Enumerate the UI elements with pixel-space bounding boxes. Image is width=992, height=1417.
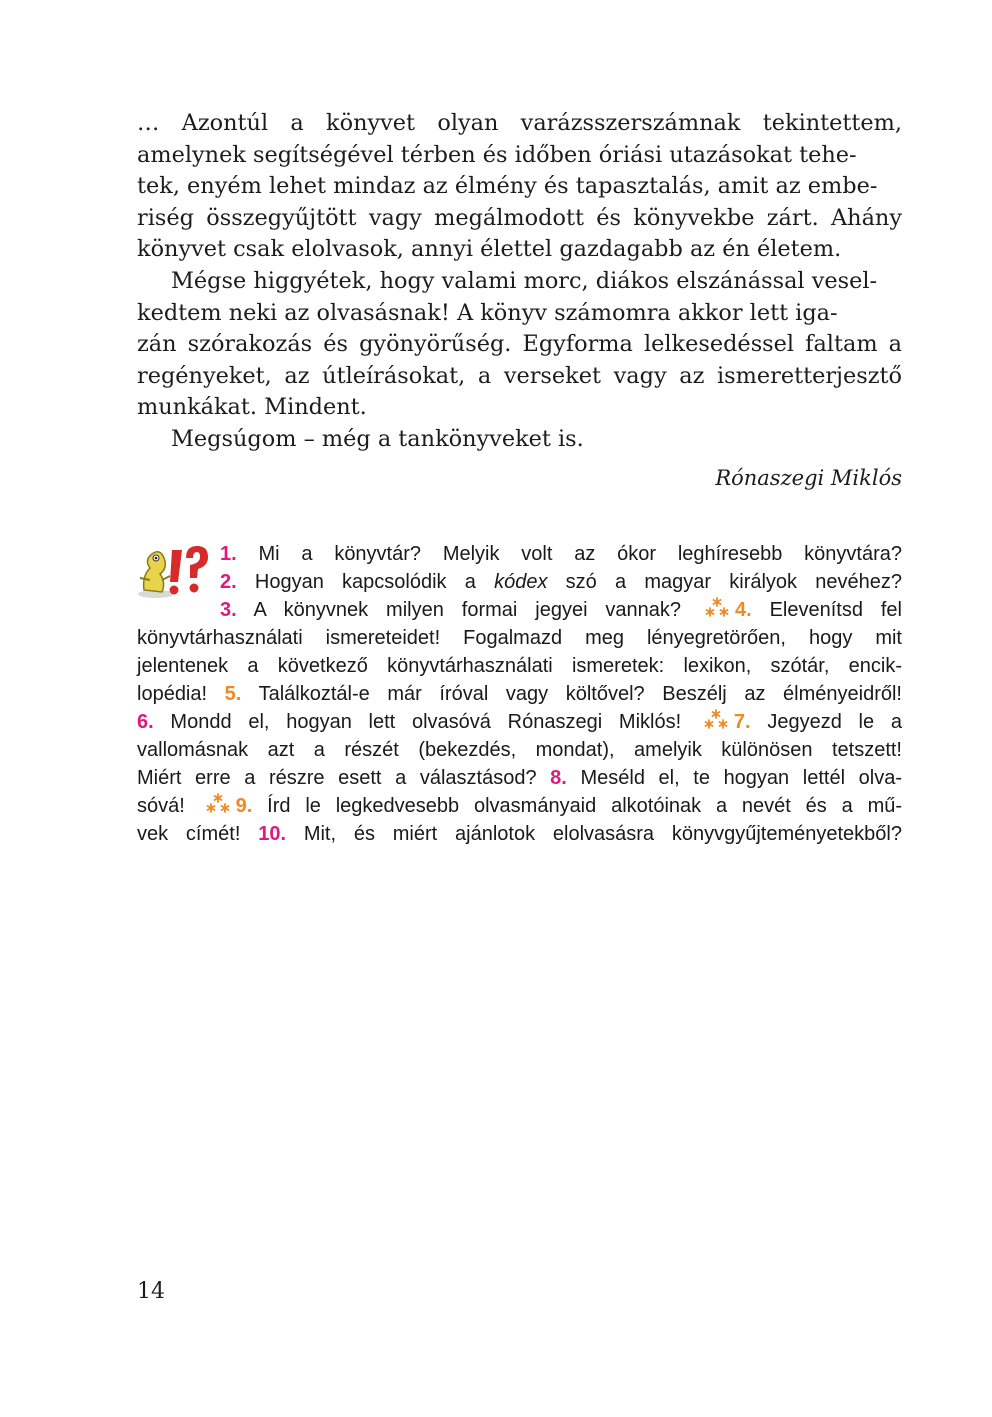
paragraph-2 [137, 266, 902, 424]
task-line [137, 680, 902, 708]
paragraph-1 [137, 108, 902, 266]
task-text: sóvá! [137, 795, 200, 817]
text-run: … Azontúl a könyvet olyan varázsszerszámnak tekintettem, amelynek segítségével térben és időben óriási utazásokat tehe- [137, 110, 902, 168]
task-number: 4. [734, 599, 752, 621]
task-text: lopédia! [137, 683, 225, 705]
task-number: 1. [220, 543, 237, 565]
text-run: zán szórakozás és gyönyörűség. Egyforma lelkesedéssel faltam a regényeket, az útleírásokat, a verseket vagy az ismeretterjesztő munkákat. Mindent. [137, 331, 902, 421]
page-number: 14 [137, 1279, 165, 1304]
text-run: tek, enyém lehet mindaz az élmény és tapasztalás, amit az embe- [137, 173, 878, 200]
task-number: 6. [137, 711, 154, 733]
author-name: Rónaszegi Miklós [715, 466, 902, 490]
task-text: Mit, és miért ajánlotok elolvasásra könyvgyűjteményetekből? [286, 823, 902, 845]
asterisk-star-icon [204, 793, 232, 815]
task-line [220, 596, 902, 624]
task-text: Írd le legkedvesebb olvasmányaid alkotóinak a nevét és a mű- [252, 795, 903, 817]
task-number: 8. [550, 767, 567, 789]
task-text: Miért erre a részre esett a választásod? [137, 767, 551, 789]
task-text: Hogyan kapcsolódik a [236, 571, 495, 593]
paragraph-3: Megsúgom – még a tankönyveket is. [171, 425, 584, 452]
task-number: 9. [235, 795, 253, 817]
asterisk-star-icon [703, 597, 731, 619]
text-run: riség összegyűjtött vagy megálmodott és könyvekbe zárt. Ahány könyvet csak elolvasok, annyi élettel gazdagabb az én életem. [137, 204, 902, 263]
emphasis-word: kódex [494, 571, 548, 593]
task-text: Mondd el, hogyan lett olvasóvá Rónaszegi Miklós! [153, 711, 698, 733]
task-line [137, 708, 902, 736]
task-line [137, 764, 902, 792]
text-run: Mégse higgyétek, hogy valami morc, diákos elszánással vesel- [171, 267, 878, 294]
task-line [220, 568, 902, 596]
task-number: 7. [733, 711, 751, 733]
task-list [137, 540, 902, 848]
reading-text [137, 108, 902, 456]
text-run: kedtem neki az olvasásnak! A könyv számomra akkor lett iga- [137, 299, 838, 326]
task-text: A könyvnek milyen formai jegyei vannak? [236, 599, 699, 621]
task-number: 10. [258, 823, 287, 845]
asterisk-star-icon [702, 709, 730, 731]
task-line: vallomásnak azt a részét (bekezdés, mondat), amelyik különösen tetszett! [137, 739, 902, 761]
task-text: Találkoztál-e már íróval vagy költővel? Beszélj az élményeidről! [241, 683, 902, 705]
task-line [137, 792, 902, 820]
task-line: jelentenek a következő könyvtárhasználati ismeretek: lexikon, szótár, encik- [137, 655, 902, 677]
task-text: vek címét! [137, 823, 259, 845]
task-text: szó a magyar királyok nevéhez? [547, 571, 902, 593]
task-number: 2. [220, 571, 237, 593]
task-text: Meséld el, te hogyan lettél olva- [566, 767, 902, 789]
task-line [220, 540, 902, 568]
task-line: könyvtárhasználati ismereteidet! Fogalmazd meg lényegretörően, hogy mit [137, 627, 902, 649]
task-text: Elevenítsd fel [751, 599, 902, 621]
task-number: 3. [220, 599, 237, 621]
task-number: 5. [224, 683, 242, 705]
task-line [137, 820, 902, 848]
task-text: Mi a könyvtár? Melyik volt az ókor leghíresebb könyvtára? [236, 543, 902, 565]
task-text: Jegyezd le a [750, 711, 902, 733]
